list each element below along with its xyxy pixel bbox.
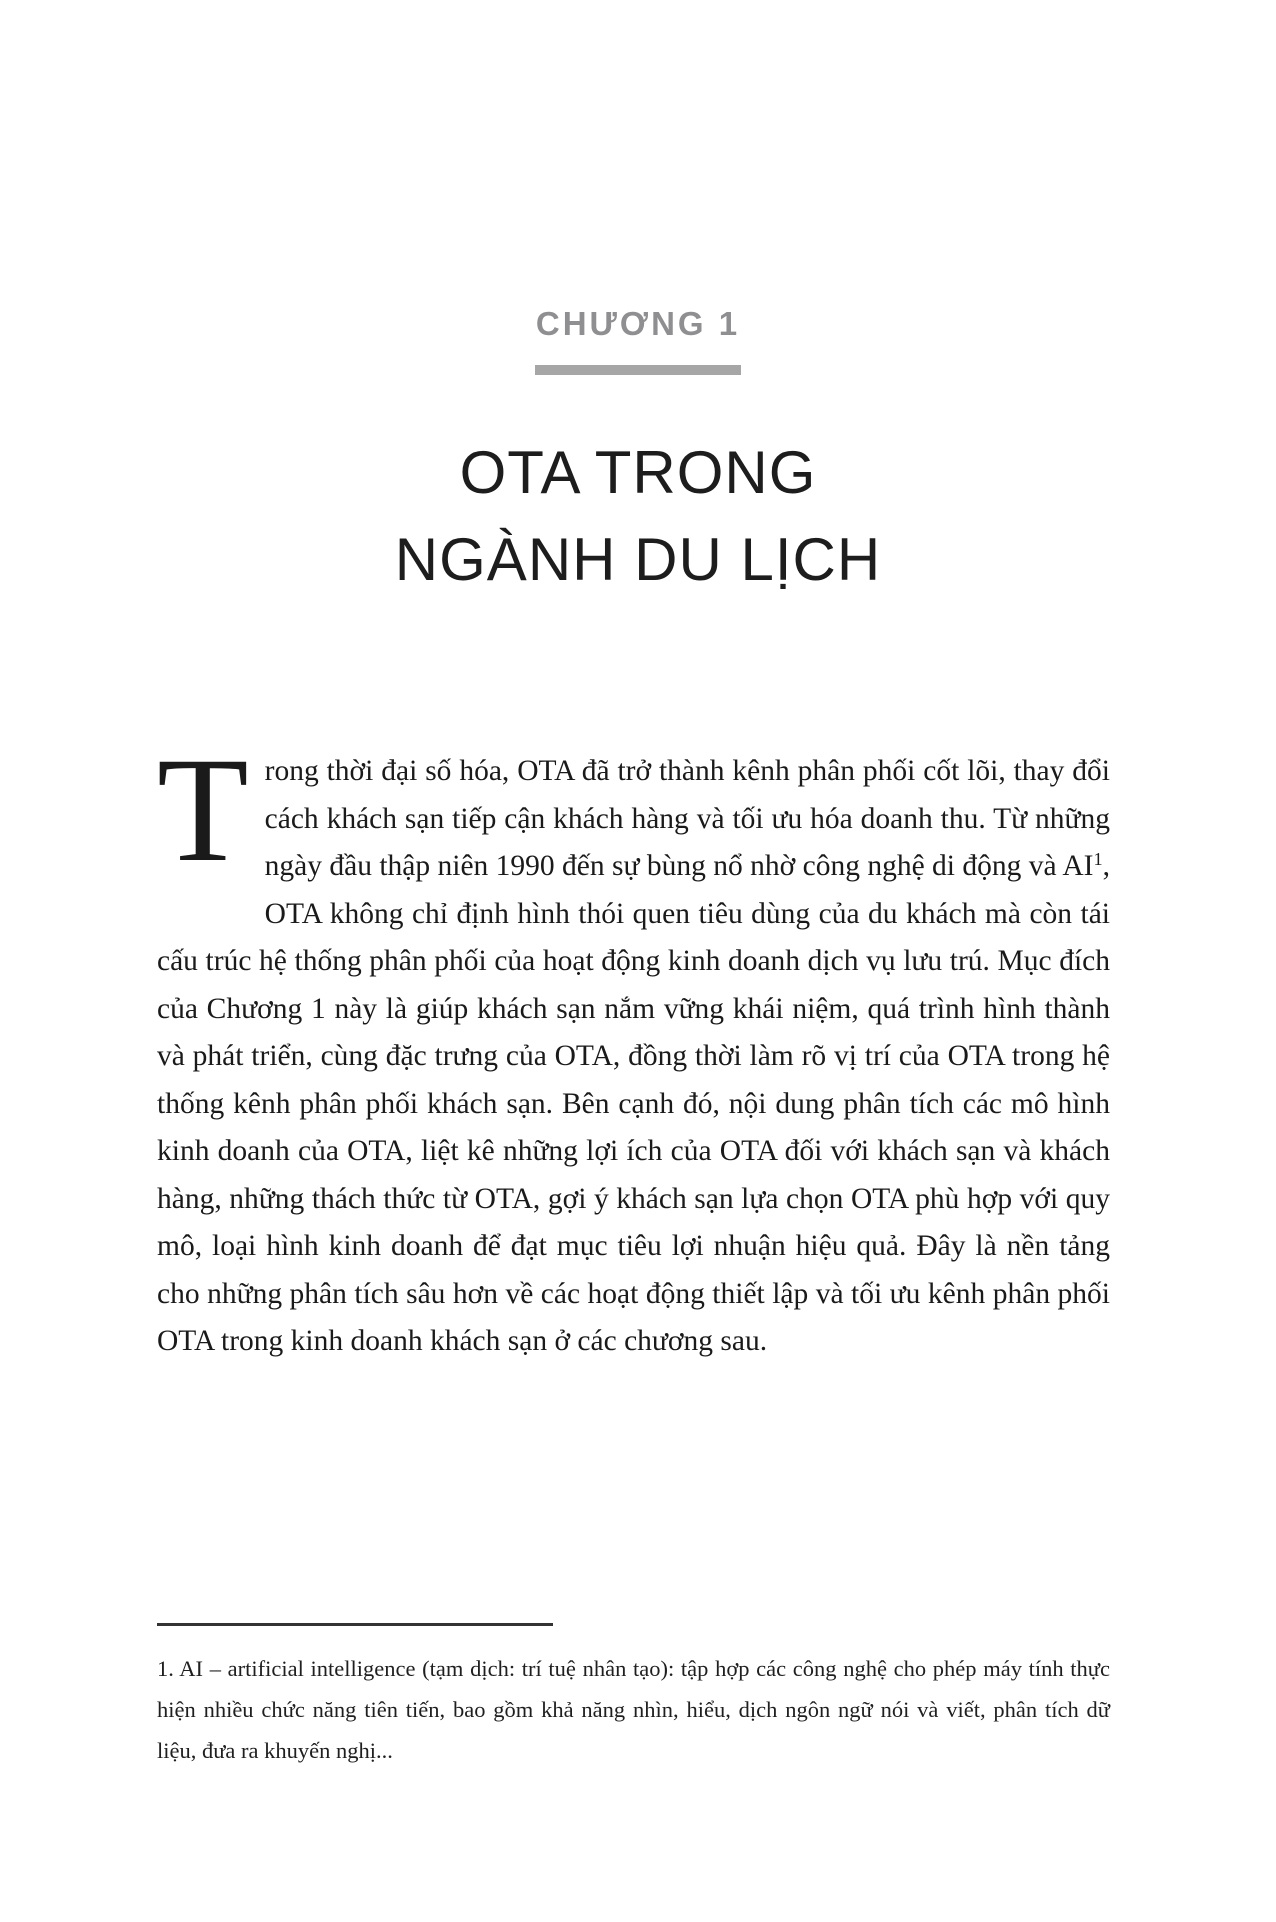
chapter-intro-paragraph (157, 727, 1110, 1366)
footnote-reference-1: 1 (1093, 848, 1103, 869)
chapter-divider-bar (535, 365, 741, 375)
footnote-divider-rule (157, 1623, 553, 1626)
chapter-title-line1: OTA TRONG (459, 439, 817, 506)
footnote-text: 1. AI – artificial intelligence (tạm dịch: trí tuệ nhân tạo): tập hợp các công nghệ cho phép máy tính thực hiện nhiều chức năng tiên tiến, bao gồm khả năng nhìn, hiểu, dịch ngôn ngữ nói và viết, phân tích dữ liệu, đưa ra khuyến nghị... (157, 1656, 1110, 1763)
drop-cap-letter: T (157, 727, 249, 893)
paragraph-text-part2: , OTA không chỉ định hình thói quen tiêu dùng của du khách mà còn tái cấu trúc hệ thống phân phối của hoạt động kinh doanh dịch vụ lưu trú. Mục đích của Chương 1 này là giúp khách sạn nắm vững khái niệm, quá trình hình thành và phát triển, cùng đặc trưng của OTA, đồng thời làm rõ vị trí của OTA trong hệ thống kênh phân phối khách sạn. Bên cạnh đó, nội dung phân tích các mô hình kinh doanh của OTA, liệt kê những lợi ích của OTA đối với khách sạn và khách hàng, những thách thức từ OTA, gợi ý khách sạn lựa chọn OTA phù hợp với quy mô, loại hình kinh doanh để đạt mục tiêu lợi nhuận hiệu quả. Đây là nền tảng cho những phân tích sâu hơn về các hoạt động thiết lập và tối ưu kênh phân phối OTA trong kinh doanh khách sạn ở các chương sau. (157, 850, 1110, 1357)
paragraph-text-part1: rong thời đại số hóa, OTA đã trở thành kênh phân phối cốt lõi, thay đổi cách khách sạn tiếp cận khách hàng và tối ưu hóa doanh thu. Từ những ngày đầu thập niên 1990 đến sự bùng nổ nhờ công nghệ di động và AI (264, 755, 1110, 882)
chapter-title (0, 429, 1276, 603)
chapter-title-line2: NGÀNH DU LỊCH (394, 526, 882, 593)
chapter-label: CHƯƠNG 1 (535, 305, 741, 342)
